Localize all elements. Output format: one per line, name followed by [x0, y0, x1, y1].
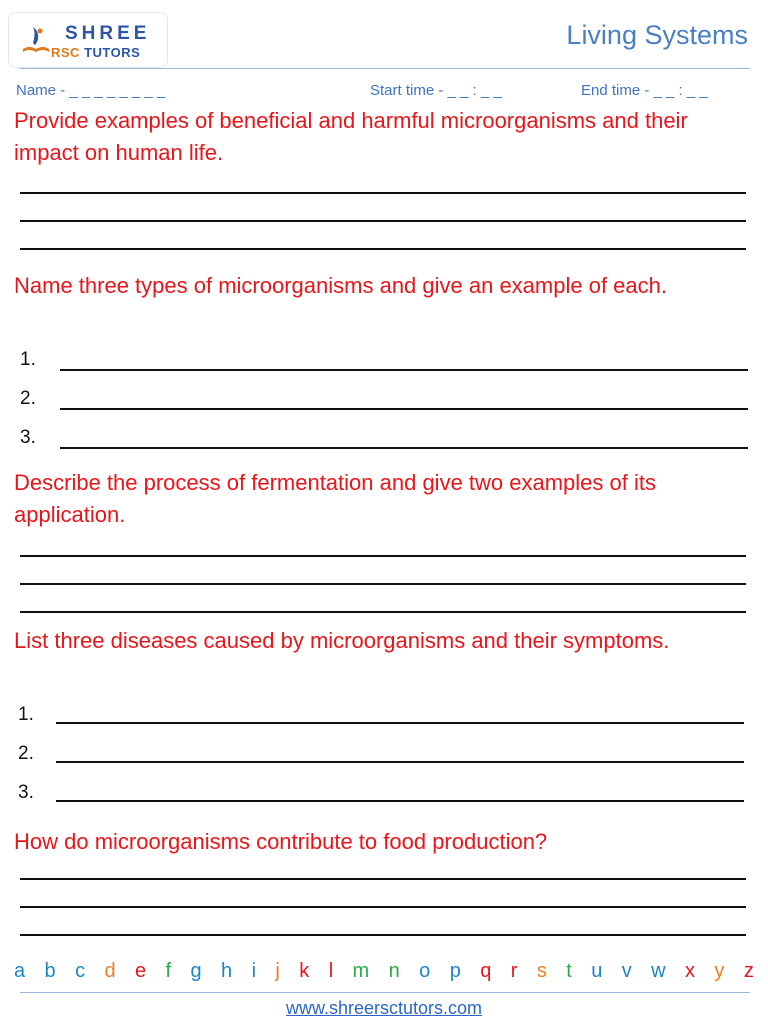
alphabet-letter: p: [449, 960, 461, 982]
answer-line: [20, 220, 746, 222]
start-time-field: Start time - _ _ : _ _: [370, 82, 502, 99]
alphabet-letter: v: [621, 960, 632, 982]
alphabet-letter: s: [536, 960, 547, 982]
item-number: 1.: [18, 704, 34, 725]
alphabet-letter: n: [388, 960, 400, 982]
alphabet-letter: u: [591, 960, 603, 982]
item-number: 1.: [20, 349, 36, 370]
topic-title: Living Systems: [566, 20, 748, 50]
answer-line: [60, 369, 748, 371]
answer-line: [20, 906, 746, 908]
alphabet-letter: o: [419, 960, 431, 982]
end-time-field: End time - _ _ : _ _: [581, 82, 708, 99]
alphabet-strip: [14, 960, 754, 986]
alphabet-letter: q: [480, 960, 492, 982]
item-number: 3.: [18, 782, 34, 803]
logo-subtitle-rsc: RSC: [51, 45, 80, 60]
alphabet-letter: t: [566, 960, 572, 982]
logo-subtitle: [51, 45, 140, 60]
question-1: Provide examples of beneficial and harmful microorganisms and their impact on human life.: [14, 108, 688, 165]
alphabet-letter: g: [190, 960, 202, 982]
question-2: Name three types of microorganisms and give an example of each.: [14, 273, 667, 298]
answer-line: [60, 447, 748, 449]
alphabet-letter: k: [299, 960, 310, 982]
header-divider: [20, 68, 750, 69]
alphabet-letter: m: [352, 960, 370, 982]
answer-line: [20, 583, 746, 585]
website-link[interactable]: www.shreersctutors.com: [285, 998, 483, 1018]
name-field: Name - _ _ _ _ _ _ _ _: [16, 82, 166, 99]
alphabet-letter: a: [14, 960, 26, 982]
logo-subtitle-tutors: TUTORS: [79, 45, 141, 60]
alphabet-letter: f: [165, 960, 172, 982]
alphabet-letter: d: [104, 960, 116, 982]
answer-line: [20, 192, 746, 194]
alphabet-letter: y: [714, 960, 725, 982]
answer-line: [20, 934, 746, 936]
answer-line: [20, 611, 746, 613]
answer-line: [20, 248, 746, 250]
alphabet-letter: h: [221, 960, 233, 982]
logo: [8, 12, 168, 68]
item-number: 2.: [18, 743, 34, 764]
alphabet-letter: b: [44, 960, 56, 982]
alphabet-letter: l: [328, 960, 334, 982]
answer-line: [20, 878, 746, 880]
alphabet-letter: x: [685, 960, 695, 982]
question-5: How do microorganisms contribute to food production?: [14, 829, 548, 854]
book-lamp-logo-icon: [19, 23, 53, 57]
answer-line: [60, 408, 748, 410]
item-number: 3.: [20, 427, 36, 448]
alphabet-letter: e: [135, 960, 147, 982]
answer-line: [20, 555, 746, 557]
answer-line: [56, 800, 744, 802]
alphabet-letter: i: [251, 960, 257, 982]
alphabet-letter: z: [743, 960, 754, 982]
alphabet-letter: c: [75, 960, 86, 982]
answer-line: [56, 722, 744, 724]
item-number: 2.: [20, 388, 36, 409]
alphabet-letter: w: [651, 960, 666, 982]
question-3: Describe the process of fermentation and give two examples of its application.: [14, 470, 656, 527]
alphabet-letter: j: [275, 960, 280, 982]
answer-line: [56, 761, 744, 763]
question-4: List three diseases caused by microorganisms and their symptoms.: [14, 628, 670, 653]
footer-divider: [20, 992, 750, 993]
alphabet-letter: r: [510, 960, 518, 982]
logo-title: SHREE: [65, 23, 151, 44]
